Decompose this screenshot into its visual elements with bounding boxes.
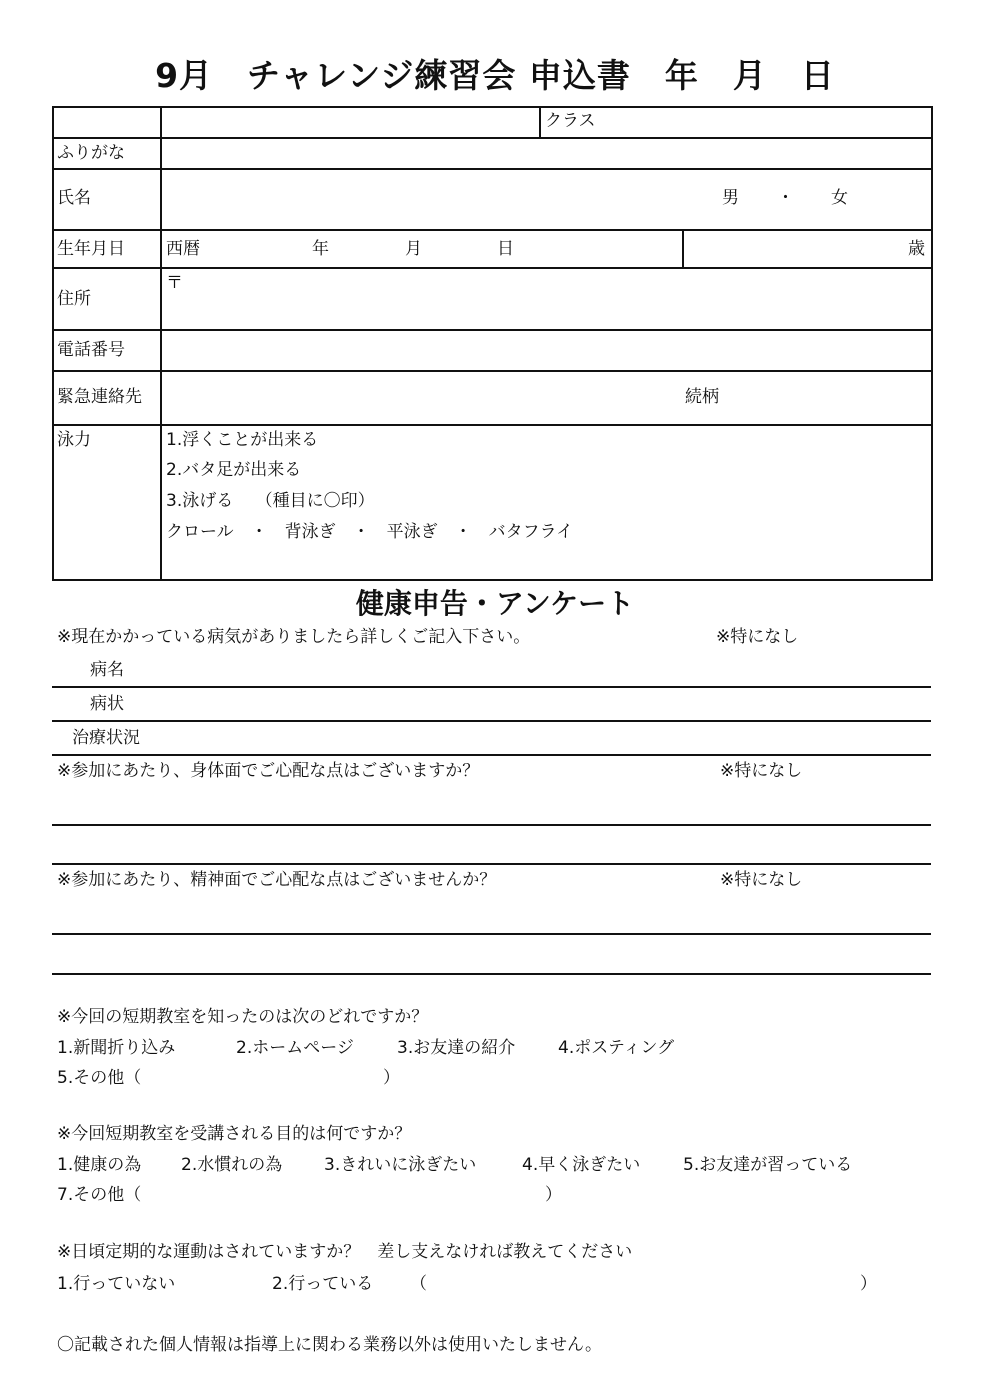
row-divider (52, 168, 931, 170)
name-field[interactable] (165, 173, 705, 225)
swim-option-float[interactable]: 1.浮くことが出来る (166, 430, 319, 450)
class-field[interactable] (602, 109, 922, 133)
relation-label: 続柄 (685, 387, 719, 407)
exercise-detail-open: （ (410, 1274, 427, 1294)
symptoms-label: 病状 (90, 694, 124, 714)
exercise-detail-field[interactable] (432, 1272, 852, 1296)
mental-concern-question: ※参加にあたり、精神面でご心配な点はございませんか？ (57, 870, 497, 890)
referral-other-field[interactable] (150, 1066, 380, 1090)
answer-line (52, 824, 931, 826)
privacy-notice: 〇記載された個人情報は指導上に関わる業務以外は使用いたしません。 (57, 1335, 603, 1355)
furigana-label: ふりがな (57, 143, 125, 163)
referral-question: ※今回の短期教室を知ったのは次のどれですか？ (57, 1007, 429, 1027)
illness-question: ※現在かかっている病気がありましたら詳しくご記入下さい。 (57, 627, 531, 647)
answer-line (52, 863, 931, 865)
row-divider (52, 424, 931, 426)
illness-none-option[interactable]: ※特になし (716, 627, 799, 647)
swim-option-kick[interactable]: 2.バタ足が出来る (166, 460, 302, 480)
referral-other-close: ） (383, 1068, 400, 1088)
referral-option-newspaper[interactable]: 1.新聞折り込み (57, 1038, 176, 1058)
purpose-question: ※今回短期教室を受講される目的は何ですか？ (57, 1124, 412, 1144)
purpose-option-beautiful[interactable]: 3.きれいに泳ぎたい (324, 1155, 477, 1175)
gender-separator: ・ (777, 188, 794, 208)
row-divider (52, 329, 931, 331)
class-cell-divider (539, 106, 541, 138)
referral-option-friend[interactable]: 3.お友達の紹介 (397, 1038, 516, 1058)
row-divider (52, 137, 931, 139)
referral-option-other[interactable]: 5.その他（ (57, 1068, 142, 1088)
birth-era-label: 西暦 (166, 239, 200, 259)
purpose-option-friend[interactable]: 5.お友達が習っている (683, 1155, 853, 1175)
exercise-option-yes[interactable]: 2.行っている (272, 1274, 374, 1294)
address-field[interactable] (190, 272, 925, 324)
row-divider (52, 370, 931, 372)
health-section-title: 健康申告・アンケート (355, 587, 635, 620)
gender-male-option[interactable]: 男 (722, 188, 739, 208)
answer-line (52, 933, 931, 935)
purpose-option-fast[interactable]: 4.早く泳ぎたい (522, 1155, 641, 1175)
referral-option-posting[interactable]: 4.ポスティング (558, 1038, 675, 1058)
purpose-option-other[interactable]: 7.その他（ (57, 1185, 142, 1205)
answer-line (52, 720, 931, 722)
furigana-field[interactable] (165, 141, 925, 165)
birth-year-unit: 年 (312, 239, 329, 259)
swim-strokes-list[interactable]: クロール ・ 背泳ぎ ・ 平泳ぎ ・ バタフライ (166, 522, 574, 542)
mental-none-option[interactable]: ※特になし (720, 870, 803, 890)
swim-ability-label: 泳力 (57, 430, 91, 450)
age-field[interactable] (688, 234, 888, 262)
physical-none-option[interactable]: ※特になし (720, 761, 803, 781)
referral-option-homepage[interactable]: 2.ホームページ (236, 1038, 354, 1058)
class-label: クラス (545, 111, 596, 131)
exercise-detail-close: ） (860, 1274, 877, 1294)
treatment-status-label: 治療状況 (72, 728, 140, 748)
exercise-option-no[interactable]: 1.行っていない (57, 1274, 176, 1294)
purpose-other-close: ） (545, 1185, 562, 1205)
purpose-option-health[interactable]: 1.健康の為 (57, 1155, 142, 1175)
age-unit: 歳 (908, 239, 925, 259)
physical-concern-question: ※参加にあたり、身体面でご心配な点はございますか？ (57, 761, 480, 781)
disease-name-label: 病名 (90, 660, 124, 680)
treatment-status-field[interactable] (150, 724, 925, 752)
symptoms-field[interactable] (140, 690, 925, 718)
name-label: 氏名 (57, 188, 91, 208)
label-column-divider (160, 106, 162, 579)
exercise-question: ※日頃定期的な運動はされていますか？ 差し支えなければ教えてください (57, 1242, 633, 1262)
row-divider (52, 229, 931, 231)
phone-field[interactable] (165, 334, 925, 366)
birth-date-label: 生年月日 (57, 239, 125, 259)
purpose-option-water[interactable]: 2.水慣れの為 (181, 1155, 283, 1175)
phone-label: 電話番号 (57, 340, 125, 360)
emergency-contact-field[interactable] (165, 375, 665, 419)
answer-line (52, 973, 931, 975)
answer-line (52, 754, 931, 756)
emergency-contact-label: 緊急連絡先 (57, 387, 142, 407)
birth-day-unit: 日 (497, 239, 514, 259)
row-divider (52, 267, 931, 269)
age-cell-divider (682, 230, 684, 268)
gender-female-option[interactable]: 女 (831, 188, 848, 208)
address-label: 住所 (57, 289, 91, 309)
purpose-other-field[interactable] (150, 1183, 540, 1207)
birth-month-unit: 月 (405, 239, 422, 259)
answer-line (52, 686, 931, 688)
page-title: 9月 チャレンジ練習会 申込書 年 月 日 (155, 56, 835, 95)
swim-option-swim[interactable]: 3.泳げる （種目に〇印） (166, 491, 375, 511)
disease-name-field[interactable] (140, 656, 925, 684)
postal-mark: 〒 (166, 273, 183, 293)
